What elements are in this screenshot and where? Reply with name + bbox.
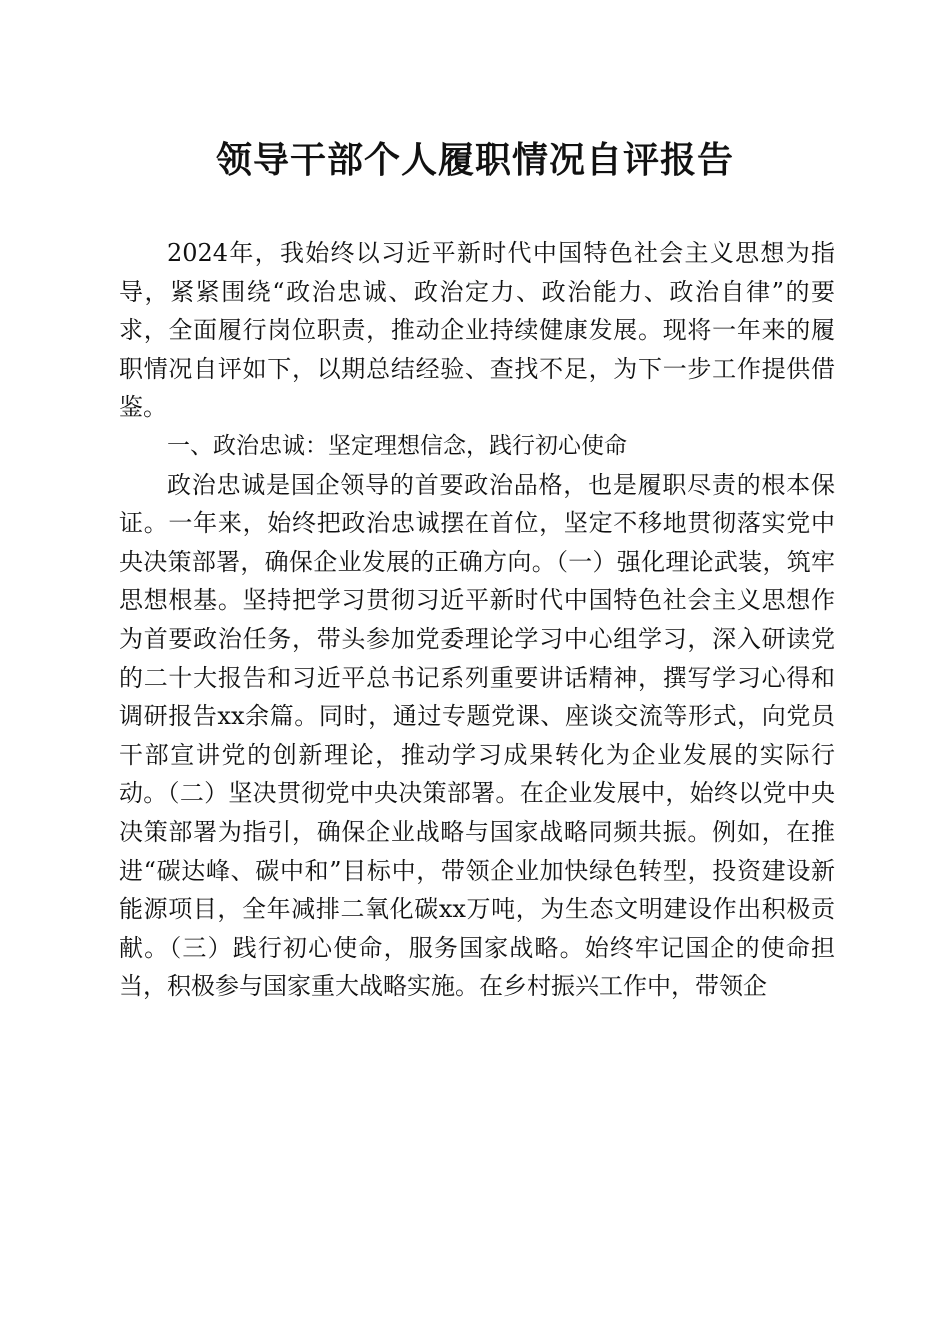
intro-paragraph: 2024年，我始终以习近平新时代中国特色社会主义思想为指导，紧紧围绕“政治忠诚、政治定力、政治能力、政治自律”的要求，全面履行岗位职责，推动企业持续健康发展。现将一年来的履职情况自评如下，以期总结经验、查找不足，为下一步工作提供借鉴。	[119, 239, 835, 422]
document-title: 领导干部个人履职情况自评报告	[215, 139, 734, 181]
section-1-paragraph: 政治忠诚是国企领导的首要政治品格，也是履职尽责的根本保证。一年来，始终把政治忠诚摆在首位，坚定不移地贯彻落实党中央决策部署，确保企业发展的正确方向。（一）强化理论武装，筑牢思想根基。坚持把学习贯彻习近平新时代中国特色社会主义思想作为首要政治任务，带头参加党委理论学习中心组学习，深入研读党的二十大报告和习近平总书记系列重要讲话精神，撰写学习心得和调研报告xx余篇。同时，通过专题党课、座谈交流等形式，向党员干部宣讲党的创新理论，推动学习成果转化为企业发展的实际行动。（二）坚决贯彻党中央决策部署。在企业发展中，始终以党中央决策部署为指引，确保企业战略与国家战略同频共振。例如，在推进“碳达峰、碳中和”目标中，带领企业加快绿色转型，投资建设新能源项目，全年减排二氧化碳xx万吨，为生态文明建设作出积极贡献。（三）践行初心使命，服务国家战略。始终牢记国企的使命担当，积极参与国家重大战略实施。在乡村振兴工作中，带领企	[119, 470, 835, 1001]
section-1-heading: 一、政治忠诚：坚定理想信念，践行初心使命	[167, 432, 627, 459]
document-body	[119, 234, 835, 1006]
